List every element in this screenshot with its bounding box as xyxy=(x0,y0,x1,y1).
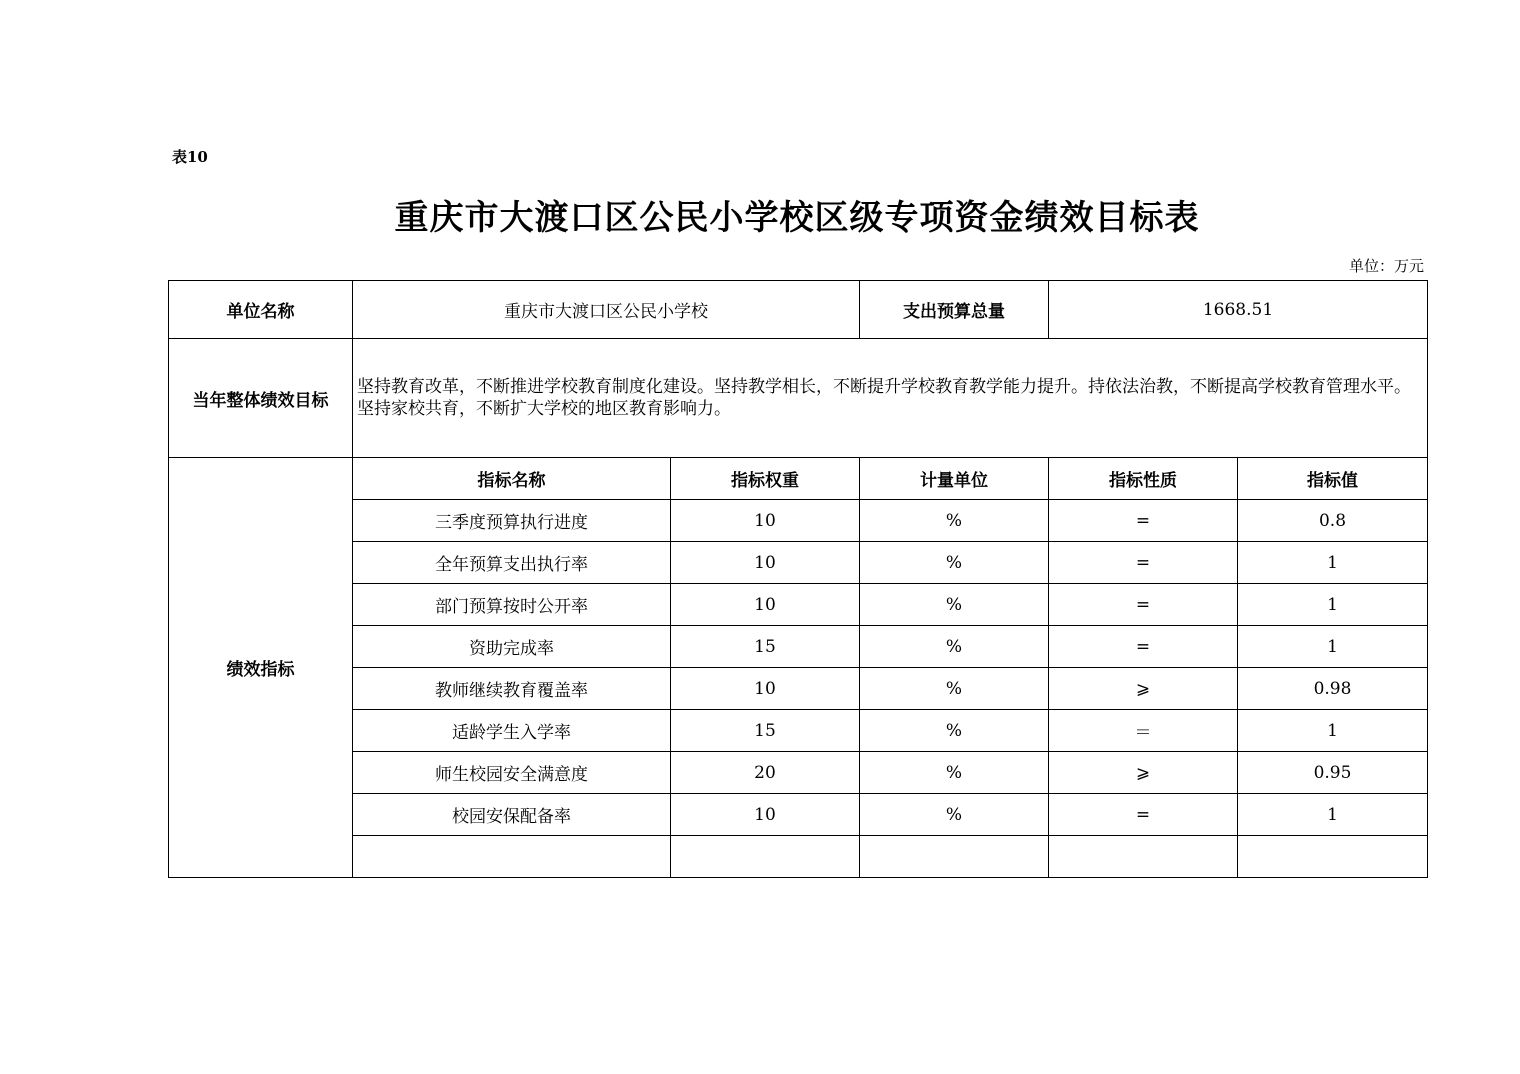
indicator-unit: % xyxy=(860,794,1049,836)
table-row xyxy=(169,542,1428,584)
indicator-value: 0.98 xyxy=(1238,668,1428,710)
table-row xyxy=(169,794,1428,836)
indicator-value: 1 xyxy=(1238,584,1428,626)
performance-table xyxy=(168,280,1428,878)
goal-row xyxy=(169,339,1428,458)
indicator-name: 资助完成率 xyxy=(353,626,671,668)
indicator-value: 0.8 xyxy=(1238,500,1428,542)
indicator-nature: = xyxy=(1049,794,1238,836)
page-title: 重庆市大渡口区公民小学校区级专项资金绩效目标表 xyxy=(394,198,1200,238)
indicator-unit: % xyxy=(860,542,1049,584)
col-header-value: 指标值 xyxy=(1238,458,1428,500)
indicator-name: 师生校园安全满意度 xyxy=(353,752,671,794)
budget-total-value: 1668.51 xyxy=(1049,281,1428,339)
goal-label: 当年整体绩效目标 xyxy=(169,339,353,458)
goal-line-2: 坚持家校共育，不断扩大学校的地区教育影响力。 xyxy=(357,399,731,419)
indicator-nature: = xyxy=(1049,626,1238,668)
col-header-unit: 计量单位 xyxy=(860,458,1049,500)
indicator-name: 教师继续教育覆盖率 xyxy=(353,668,671,710)
indicator-nature: = xyxy=(1049,584,1238,626)
indicator-nature: ⩾ xyxy=(1049,668,1238,710)
indicator-unit: % xyxy=(860,584,1049,626)
empty-cell xyxy=(353,836,671,878)
indicator-nature: = xyxy=(1049,542,1238,584)
indicator-nature: = xyxy=(1049,500,1238,542)
unit-note: 单位：万元 xyxy=(1348,257,1424,275)
indicator-value: 0.95 xyxy=(1238,752,1428,794)
indicator-unit: % xyxy=(860,626,1049,668)
empty-cell xyxy=(1049,836,1238,878)
empty-cell xyxy=(860,836,1049,878)
indicator-unit: % xyxy=(860,500,1049,542)
indicator-unit: % xyxy=(860,710,1049,752)
table-row xyxy=(169,584,1428,626)
indicators-label: 绩效指标 xyxy=(169,458,353,878)
indicator-weight: 15 xyxy=(671,710,860,752)
indicator-unit: % xyxy=(860,668,1049,710)
indicator-name: 三季度预算执行进度 xyxy=(353,500,671,542)
indicator-name: 全年预算支出执行率 xyxy=(353,542,671,584)
col-header-weight: 指标权重 xyxy=(671,458,860,500)
goal-text xyxy=(353,339,1428,458)
indicator-name: 部门预算按时公开率 xyxy=(353,584,671,626)
table-row xyxy=(169,710,1428,752)
indicator-name: 适龄学生入学率 xyxy=(353,710,671,752)
indicator-weight: 10 xyxy=(671,584,860,626)
indicator-weight: 10 xyxy=(671,794,860,836)
indicator-weight: 15 xyxy=(671,626,860,668)
unit-name-label: 单位名称 xyxy=(169,281,353,339)
table-row xyxy=(169,668,1428,710)
indicator-value: 1 xyxy=(1238,710,1428,752)
budget-total-label: 支出预算总量 xyxy=(860,281,1049,339)
indicator-value: 1 xyxy=(1238,542,1428,584)
indicator-weight: 10 xyxy=(671,668,860,710)
header-row xyxy=(169,281,1428,339)
col-header-name: 指标名称 xyxy=(353,458,671,500)
table-row-empty xyxy=(169,836,1428,878)
empty-cell xyxy=(1238,836,1428,878)
unit-name-value: 重庆市大渡口区公民小学校 xyxy=(353,281,860,339)
table-row xyxy=(169,752,1428,794)
indicator-header-row xyxy=(169,458,1428,500)
indicator-nature: ⩾ xyxy=(1049,752,1238,794)
empty-cell xyxy=(671,836,860,878)
col-header-nature: 指标性质 xyxy=(1049,458,1238,500)
indicator-value: 1 xyxy=(1238,626,1428,668)
table-row xyxy=(169,500,1428,542)
table-row xyxy=(169,626,1428,668)
indicator-value: 1 xyxy=(1238,794,1428,836)
indicator-nature: ＝ xyxy=(1049,710,1238,752)
indicator-weight: 10 xyxy=(671,542,860,584)
indicator-weight: 10 xyxy=(671,500,860,542)
indicator-name: 校园安保配备率 xyxy=(353,794,671,836)
indicator-weight: 20 xyxy=(671,752,860,794)
goal-line-1: 坚持教育改革，不断推进学校教育制度化建设。坚持教学相长，不断提升学校教育教学能力提升。持依法治教，不断提高学校教育管理水平。 xyxy=(357,377,1411,397)
table-number: 表10 xyxy=(172,148,208,166)
indicator-unit: % xyxy=(860,752,1049,794)
